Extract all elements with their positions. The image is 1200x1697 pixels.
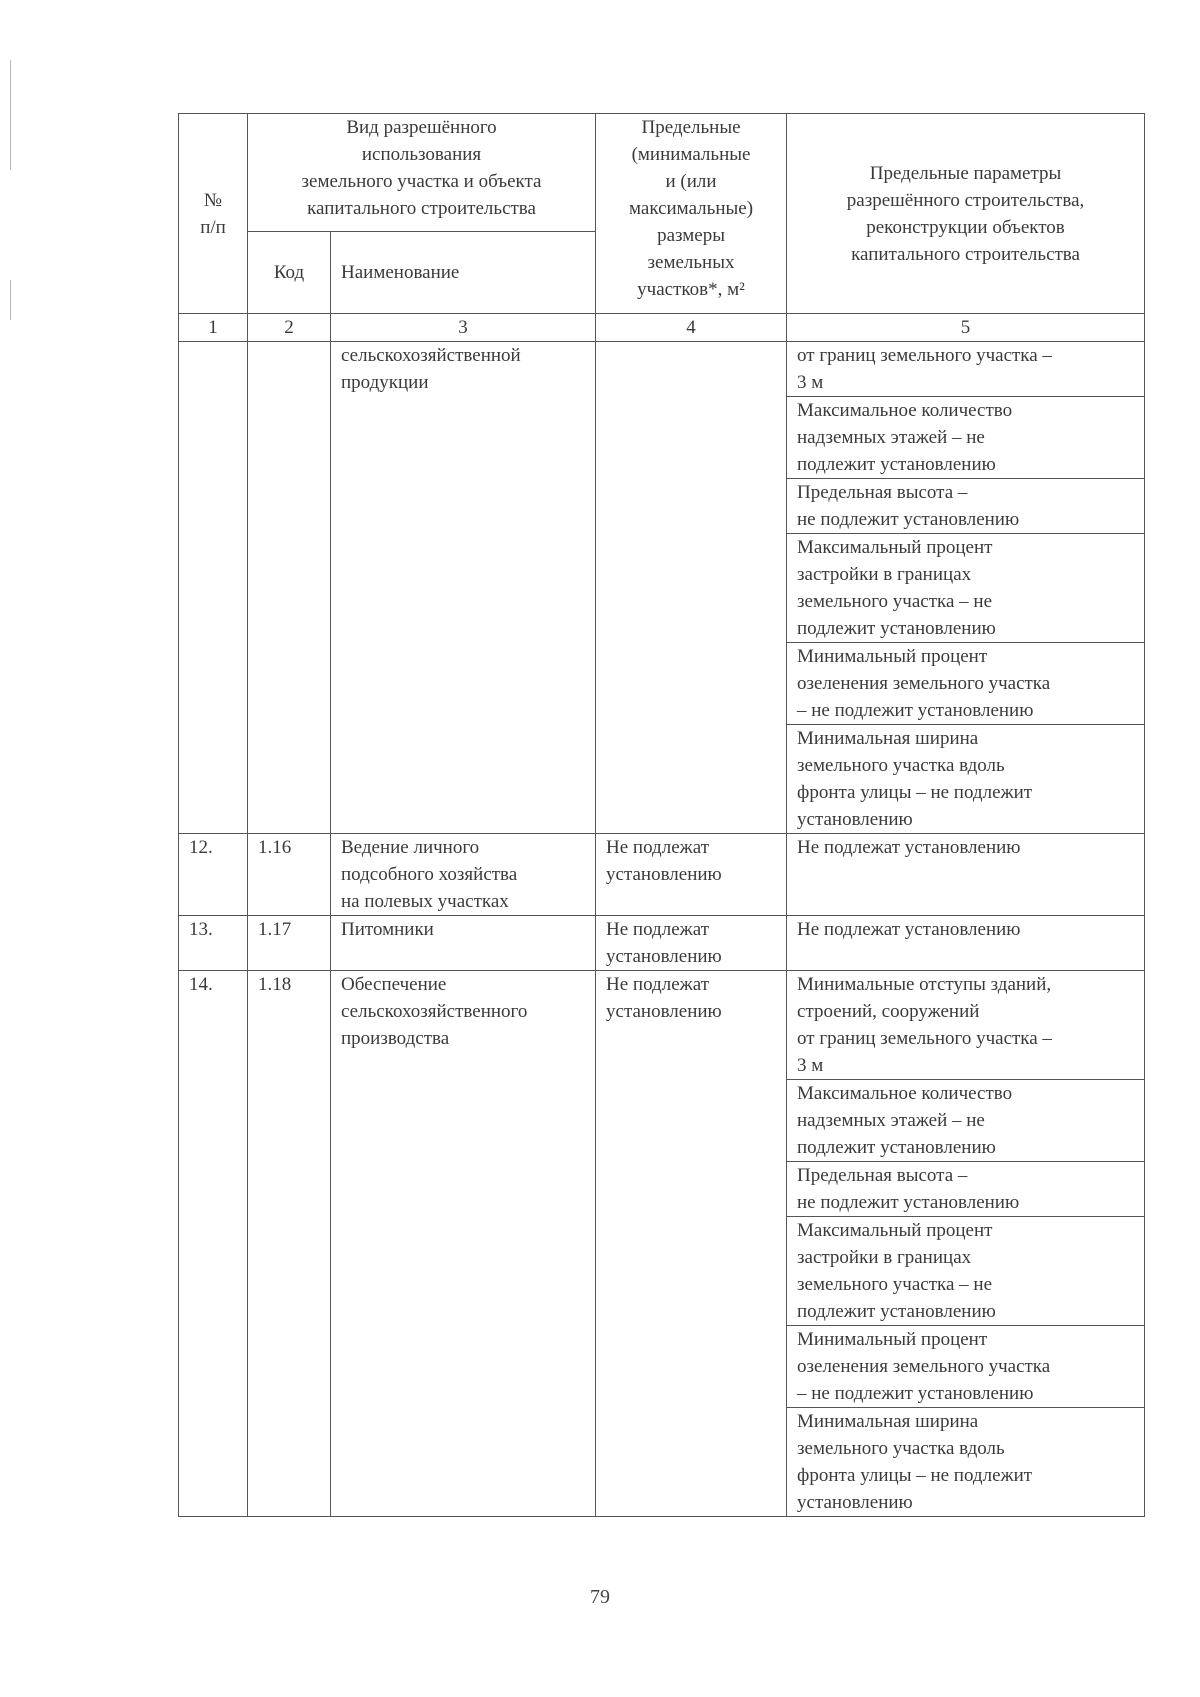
page-number: 79: [590, 1586, 610, 1608]
column-numbers-row: [179, 314, 1145, 342]
cell-params: [787, 342, 1145, 834]
param-block: Максимальный процент застройки в границах земельного участка – не подлежит установлению: [787, 533, 1144, 642]
header-code: Код: [248, 232, 331, 314]
cell-code: 1.18: [248, 971, 331, 1517]
cell-sizes: Не подлежат установлению: [596, 916, 787, 971]
cell-num: 13.: [179, 916, 248, 971]
cell-code: 1.17: [248, 916, 331, 971]
header-params: Предельные параметры разрешённого строительства, реконструкции объектов капитального строительства: [787, 114, 1145, 314]
param-block: Минимальный процент озеленения земельного участка – не подлежит установлению: [787, 642, 1144, 724]
param-block: Минимальная ширина земельного участка вдоль фронта улицы – не подлежит установлению: [787, 724, 1144, 833]
scan-edge-mark: [10, 60, 11, 170]
col-number: 1: [179, 314, 248, 342]
cell-name: Питомники: [331, 916, 596, 971]
param-block: Минимальный процент озеленения земельного участка – не подлежит установлению: [787, 1325, 1144, 1407]
header-vid-group: Вид разрешённого использования земельного участка и объекта капитального строительства: [248, 114, 596, 232]
cell-sizes: [596, 342, 787, 834]
cell-code: 1.16: [248, 834, 331, 916]
land-use-table: [178, 113, 1145, 1517]
header-sizes: Предельные (минимальные и (или максимальные) размеры земельных участков*, м²: [596, 114, 787, 314]
header-row-1: [179, 114, 1145, 232]
cell-params: Не подлежат установлению: [787, 834, 1145, 916]
header-num: № п/п: [179, 114, 248, 314]
cell-sizes: Не подлежат установлению: [596, 971, 787, 1517]
col-number: 5: [787, 314, 1145, 342]
cell-num: [179, 342, 248, 834]
param-block: Минимальные отступы зданий, строений, сооружений от границ земельного участка – 3 м: [797, 974, 1052, 1076]
table-row-14: [179, 971, 1145, 1517]
param-block: Максимальное количество надземных этажей – не подлежит установлению: [787, 396, 1144, 478]
col-number: 3: [331, 314, 596, 342]
cell-params: Не подлежат установлению: [787, 916, 1145, 971]
table-row-13: [179, 916, 1145, 971]
table-row-continued: [179, 342, 1145, 834]
cell-num: 14.: [179, 971, 248, 1517]
param-block: от границ земельного участка – 3 м: [797, 345, 1052, 393]
param-block: Максимальный процент застройки в границах земельного участка – не подлежит установлению: [787, 1216, 1144, 1325]
cell-num: 12.: [179, 834, 248, 916]
cell-name: сельскохозяйственной продукции: [331, 342, 596, 834]
param-block: Предельная высота – не подлежит установлению: [787, 478, 1144, 533]
param-block: Максимальное количество надземных этажей – не подлежит установлению: [787, 1079, 1144, 1161]
header-name: Наименование: [331, 232, 596, 314]
cell-name: Обеспечение сельскохозяйственного производства: [331, 971, 596, 1517]
param-block: Предельная высота – не подлежит установлению: [787, 1161, 1144, 1216]
table-row-12: [179, 834, 1145, 916]
cell-code: [248, 342, 331, 834]
col-number: 2: [248, 314, 331, 342]
cell-params: [787, 971, 1145, 1517]
col-number: 4: [596, 314, 787, 342]
cell-name: Ведение личного подсобного хозяйства на полевых участках: [331, 834, 596, 916]
param-block: Минимальная ширина земельного участка вдоль фронта улицы – не подлежит установлению: [787, 1407, 1144, 1516]
cell-sizes: Не подлежат установлению: [596, 834, 787, 916]
scan-edge-mark: [10, 280, 11, 320]
